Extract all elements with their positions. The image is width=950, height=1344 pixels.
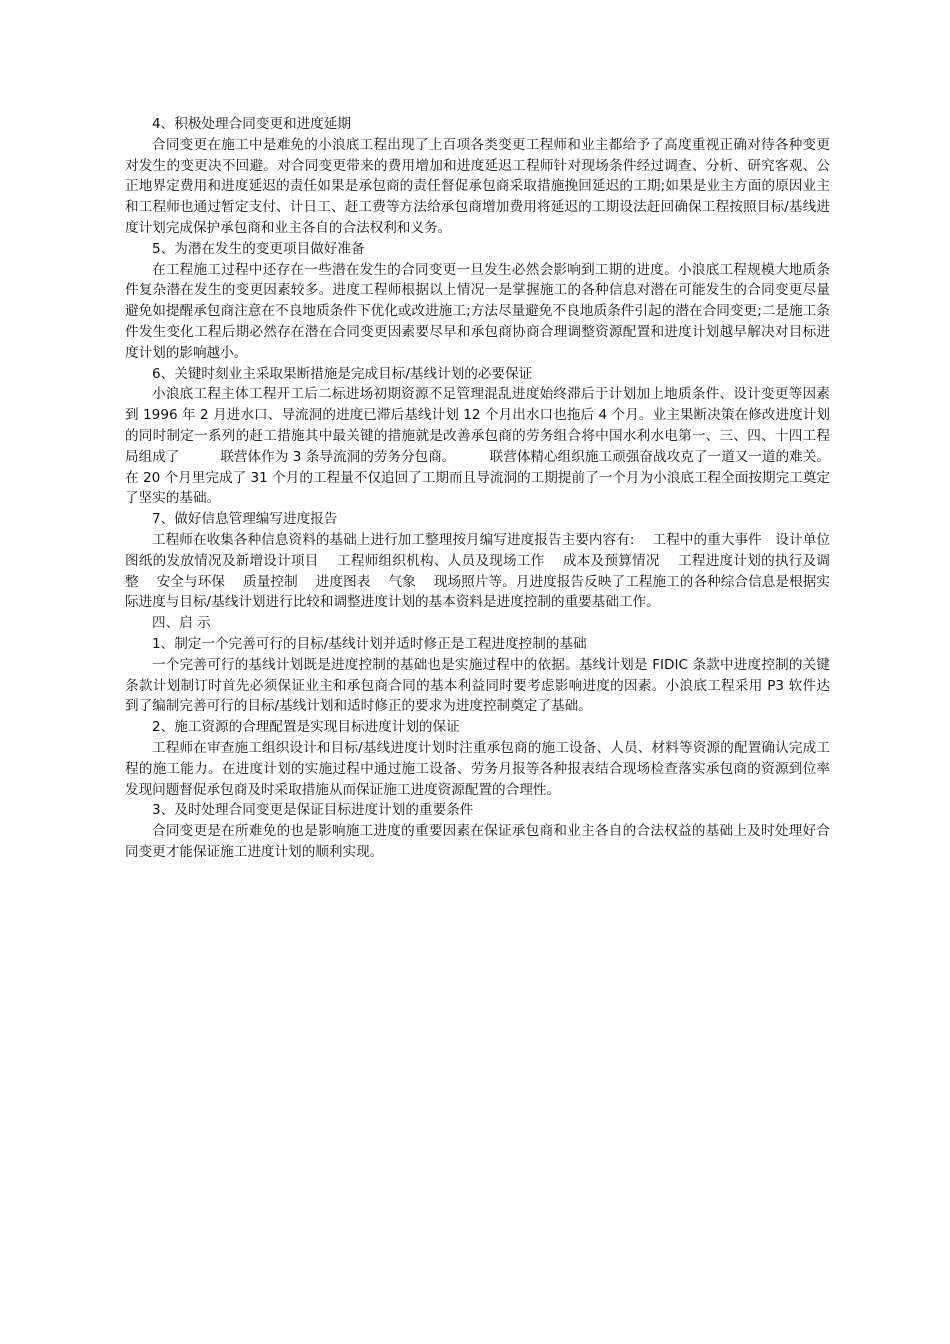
section-heading-4: 4、积极处理合同变更和进度延期 xyxy=(152,116,351,132)
section-heading-5: 5、为潜在发生的变更项目做好准备 xyxy=(152,240,365,257)
paragraph-resource-allocation: 工程师在审查施工组织设计和目标/基线进度计划时注重承包商的施工设备、人员、材料等资源的配置确认完成工程的施工能力。在进度计划的实施过程中通过施工设备、劳务月报等各种报表结合现场检查落实承包商的资源到位率发现问题督促承包商及时采取措施从而保证施工进度资源配置的合理性。 xyxy=(125,739,830,798)
paragraph-contract-changes: 合同变更在施工中是难免的小浪底工程出现了上百项各类变更工程师和业主都给予了高度重视正确对待各种变更对发生的变更决不回避。对合同变更带来的费用增加和进度延迟工程师针对现场条件经过调查、分析、研究客观、公正地界定费用和进度延迟的责任如果是承包商的责任督促承包商采取措施挽回延迟的工期;如果是业主方面的原因业主和工程师也通过暂定支付、计日工、赶工费等方法给承包商增加费用将延迟的工期设法赶回确保工程按照目标/基线进度计划完成保护承包商和业主各自的合法权利和义务。 xyxy=(125,136,830,236)
paragraph-baseline-plan: 一个完善可行的基线计划既是进度控制的基础也是实施过程中的依据。基线计划是 FIDIC 条款中进度控制的关键条款计划制订时首先必须保证业主和承包商合同的基本利益同时要考虑影响进度的因素。小浪底工程采用 P3 软件达到了编制完善可行的目标/基线计划和适时修正的要求为进度控制奠定了基础。 xyxy=(125,656,830,715)
document-page xyxy=(125,114,830,863)
paragraph-progress-report: 工程师在收集各种信息资料的基础上进行加工整理按月编写进度报告主要内容有: 工程中的重大事件 设计单位图纸的发放情况及新增设计项目 工程师组织机构、人员及现场工作 成本及预算情况 工程进度计划的执行及调整 安全与环保 质量控制 进度图表 气象 现场照片等。月进度报告反映了工程施工的各种综合信息是根据实际进度与目标/基线计划进行比较和调整进度计划的基本资料是进度控制的重要基础工作。 xyxy=(125,531,830,611)
paragraph-timely-changes: 合同变更是在所难免的也是影响施工进度的重要因素在保证承包商和业主各自的合法权益的基础上及时处理好合同变更才能保证施工进度计划的顺利实现。 xyxy=(125,823,830,860)
insight-heading-1: 1、制定一个完善可行的目标/基线计划并适时修正是工程进度控制的基础 xyxy=(152,635,587,652)
insight-heading-3: 3、及时处理合同变更是保证目标进度计划的重要条件 xyxy=(152,802,474,819)
section-heading-6: 6、关键时刻业主采取果断措施是完成目标/基线计划的必要保证 xyxy=(152,365,533,382)
section-heading-7: 7、做好信息管理编写进度报告 xyxy=(152,511,338,528)
chapter-heading-insights: 四、启 示 xyxy=(152,615,211,632)
insight-heading-2: 2、施工资源的合理配置是实现目标进度计划的保证 xyxy=(152,719,460,736)
paragraph-potential-changes: 在工程施工过程中还存在一些潜在发生的合同变更一旦发生必然会影响到工期的进度。小浪底工程规模大地质条件复杂潜在发生的变更因素较多。进度工程师根据以上情况一是掌握施工的各种信息对潜在可能发生的合同变更尽量避免如提醒承包商注意在不良地质条件下优化或改进施工;方法尽量避免不良地质条件引起的潜在合同变更;二是施工条件发生变化工程后期必然存在潜在合同变更因素要尽早和承包商协商合理调整资源配置和进度计划越早解决对目标进度计划的影响越小。 xyxy=(125,261,830,361)
paragraph-owner-measures: 小浪底工程主体工程开工后二标进场初期资源不足管理混乱进度始终滞后于计划加上地质条件、设计变更等因素到 1996 年 2 月进水口、导流洞的进度已滞后基线计划 12 个月出水口也拖后 4 个月。业主果断决策在修改进度计划的同时制定一系列的赶工措施其中最关键的措施就是改善承包商的劳务组合将中国水利水电第一、三、四、十四工程局组成了 联营体作为 3 条导流洞的劳务分包商。 联营体精心组织施工顽强奋战攻克了一道又一道的难关。在 20 个月里完成了 31 个月的工程量不仅追回了工期而且导流洞的工期提前了一个月为小浪底工程全面按期完工奠定了坚实的基础。 xyxy=(125,386,830,507)
